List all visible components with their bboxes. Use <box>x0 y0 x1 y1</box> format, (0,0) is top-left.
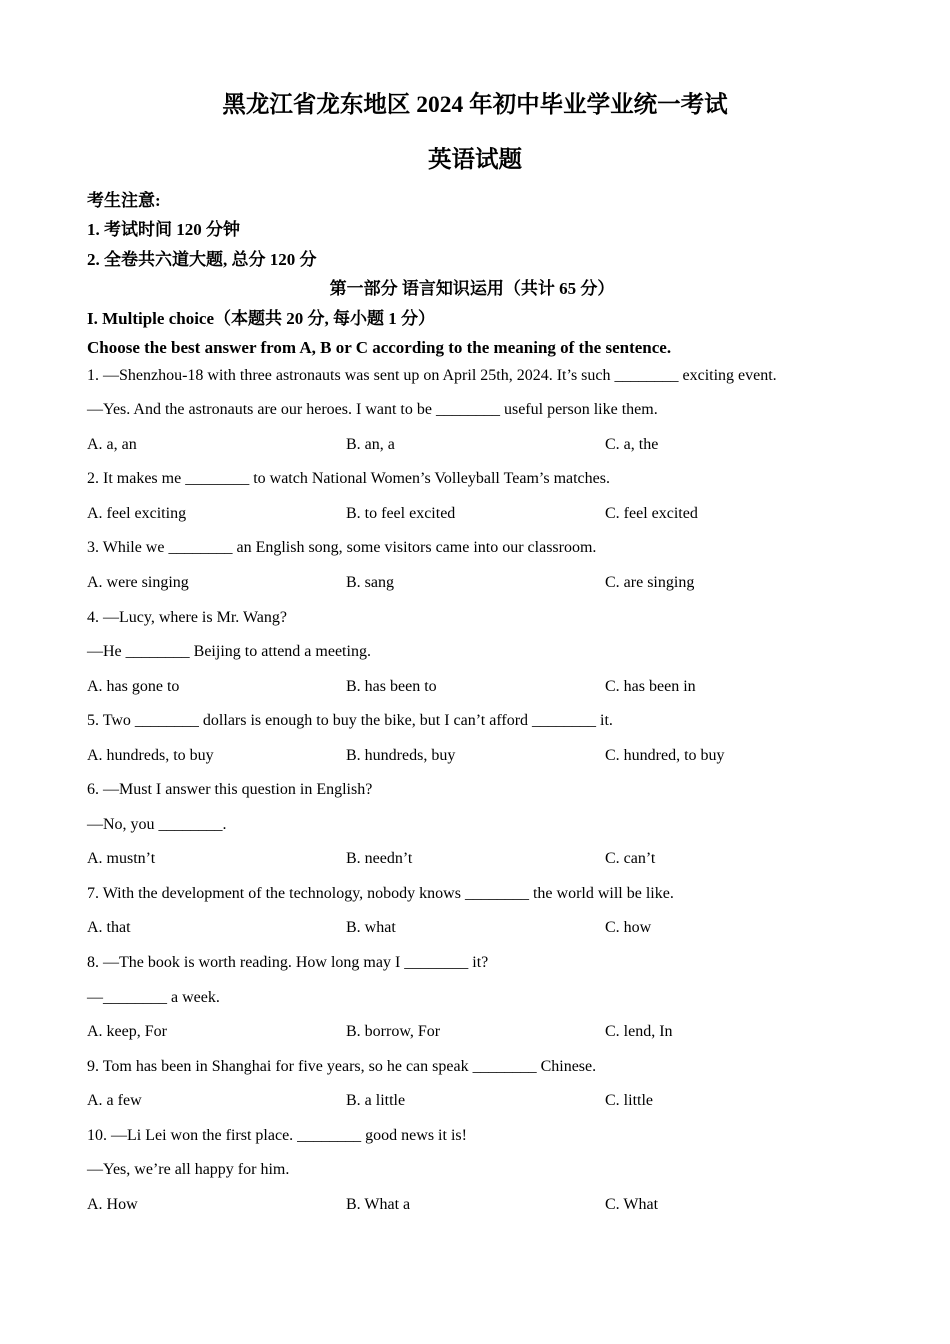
option-a: A. keep, For <box>87 1023 167 1041</box>
notice-item: 1. 考试时间 120 分钟 <box>87 220 240 240</box>
option-a: A. hundreds, to buy <box>87 746 214 764</box>
exam-subtitle: 英语试题 <box>428 147 522 173</box>
option-b: B. has been to <box>346 677 437 695</box>
option-c: C. feel excited <box>605 504 698 522</box>
question-line: 3. While we ________ an English song, some visitors came into our classroom. <box>87 539 597 557</box>
option-a: A. a, an <box>87 435 137 453</box>
question-options <box>87 566 877 601</box>
option-b: B. hundreds, buy <box>346 746 456 764</box>
notice-heading: 考生注意: <box>87 191 161 210</box>
question-line: 8. —The book is worth reading. How long may I ________ it? <box>87 953 489 971</box>
question-options <box>87 739 877 774</box>
question-options <box>87 1188 877 1223</box>
option-b: B. needn’t <box>346 850 413 868</box>
option-a: A. that <box>87 919 131 937</box>
question-options <box>87 428 877 463</box>
exam-title: 黑龙江省龙东地区 2024 年初中毕业学业统一考试 <box>222 92 728 118</box>
option-a: A. feel exciting <box>87 504 187 522</box>
section-heading: I. Multiple choice（本题共 20 分, 每小题 1 分） <box>87 308 436 328</box>
option-c: C. lend, In <box>605 1023 673 1041</box>
option-c: C. hundred, to buy <box>605 746 725 764</box>
question-line: —He ________ Beijing to attend a meeting. <box>87 643 371 661</box>
option-c: C. how <box>605 919 652 937</box>
question-options <box>87 911 877 946</box>
option-b: B. what <box>346 919 396 937</box>
option-a: A. mustn’t <box>87 850 156 868</box>
question-line: 5. Two ________ dollars is enough to buy the bike, but I can’t afford ________ it. <box>87 712 613 730</box>
option-c: C. What <box>605 1195 659 1213</box>
question-line: 7. With the development of the technology, nobody knows ________ the world will be like. <box>87 884 674 902</box>
question-options <box>87 497 877 532</box>
notice-item: 2. 全卷共六道大题, 总分 120 分 <box>87 249 317 269</box>
option-b: B. borrow, For <box>346 1023 441 1041</box>
question-line: —Yes. And the astronauts are our heroes. I want to be ________ useful person like them. <box>87 401 658 419</box>
question-line: 10. —Li Lei won the first place. ________ good news it is! <box>87 1126 467 1144</box>
question-line: —________ a week. <box>87 988 220 1006</box>
option-b: B. a little <box>346 1092 406 1110</box>
option-a: A. has gone to <box>87 677 180 695</box>
question-list <box>87 359 877 1223</box>
option-c: C. can’t <box>605 850 656 868</box>
option-a: A. a few <box>87 1092 142 1110</box>
option-c: C. are singing <box>605 573 695 591</box>
exam-instructions <box>87 186 857 362</box>
option-b: B. What a <box>346 1195 411 1213</box>
option-c: C. has been in <box>605 677 696 695</box>
question-line: 6. —Must I answer this question in English? <box>87 781 373 799</box>
question-options <box>87 842 877 877</box>
option-c: C. a, the <box>605 435 659 453</box>
question-line: —Yes, we’re all happy for him. <box>87 1161 290 1179</box>
option-a: A. How <box>87 1195 138 1213</box>
question-line: 9. Tom has been in Shanghai for five years, so he can speak ________ Chinese. <box>87 1057 597 1075</box>
question-line: 4. —Lucy, where is Mr. Wang? <box>87 608 287 626</box>
question-options <box>87 1084 877 1119</box>
option-b: B. an, a <box>346 435 395 453</box>
question-options <box>87 670 877 705</box>
question-line: —No, you ________. <box>87 815 227 833</box>
question-options <box>87 1015 877 1050</box>
option-b: B. sang <box>346 573 394 591</box>
question-line: 1. —Shenzhou-18 with three astronauts was sent up on April 25th, 2024. It’s such ________ exciting event. <box>87 366 777 384</box>
question-line: 2. It makes me ________ to watch National Women’s Volleyball Team’s matches. <box>87 470 610 488</box>
option-a: A. were singing <box>87 573 189 591</box>
option-c: C. little <box>605 1092 653 1110</box>
option-b: B. to feel excited <box>346 504 456 522</box>
part-heading: 第一部分 语言知识运用（共计 65 分） <box>329 279 615 299</box>
section-instruction: Choose the best answer from A, B or C according to the meaning of the sentence. <box>87 337 672 357</box>
